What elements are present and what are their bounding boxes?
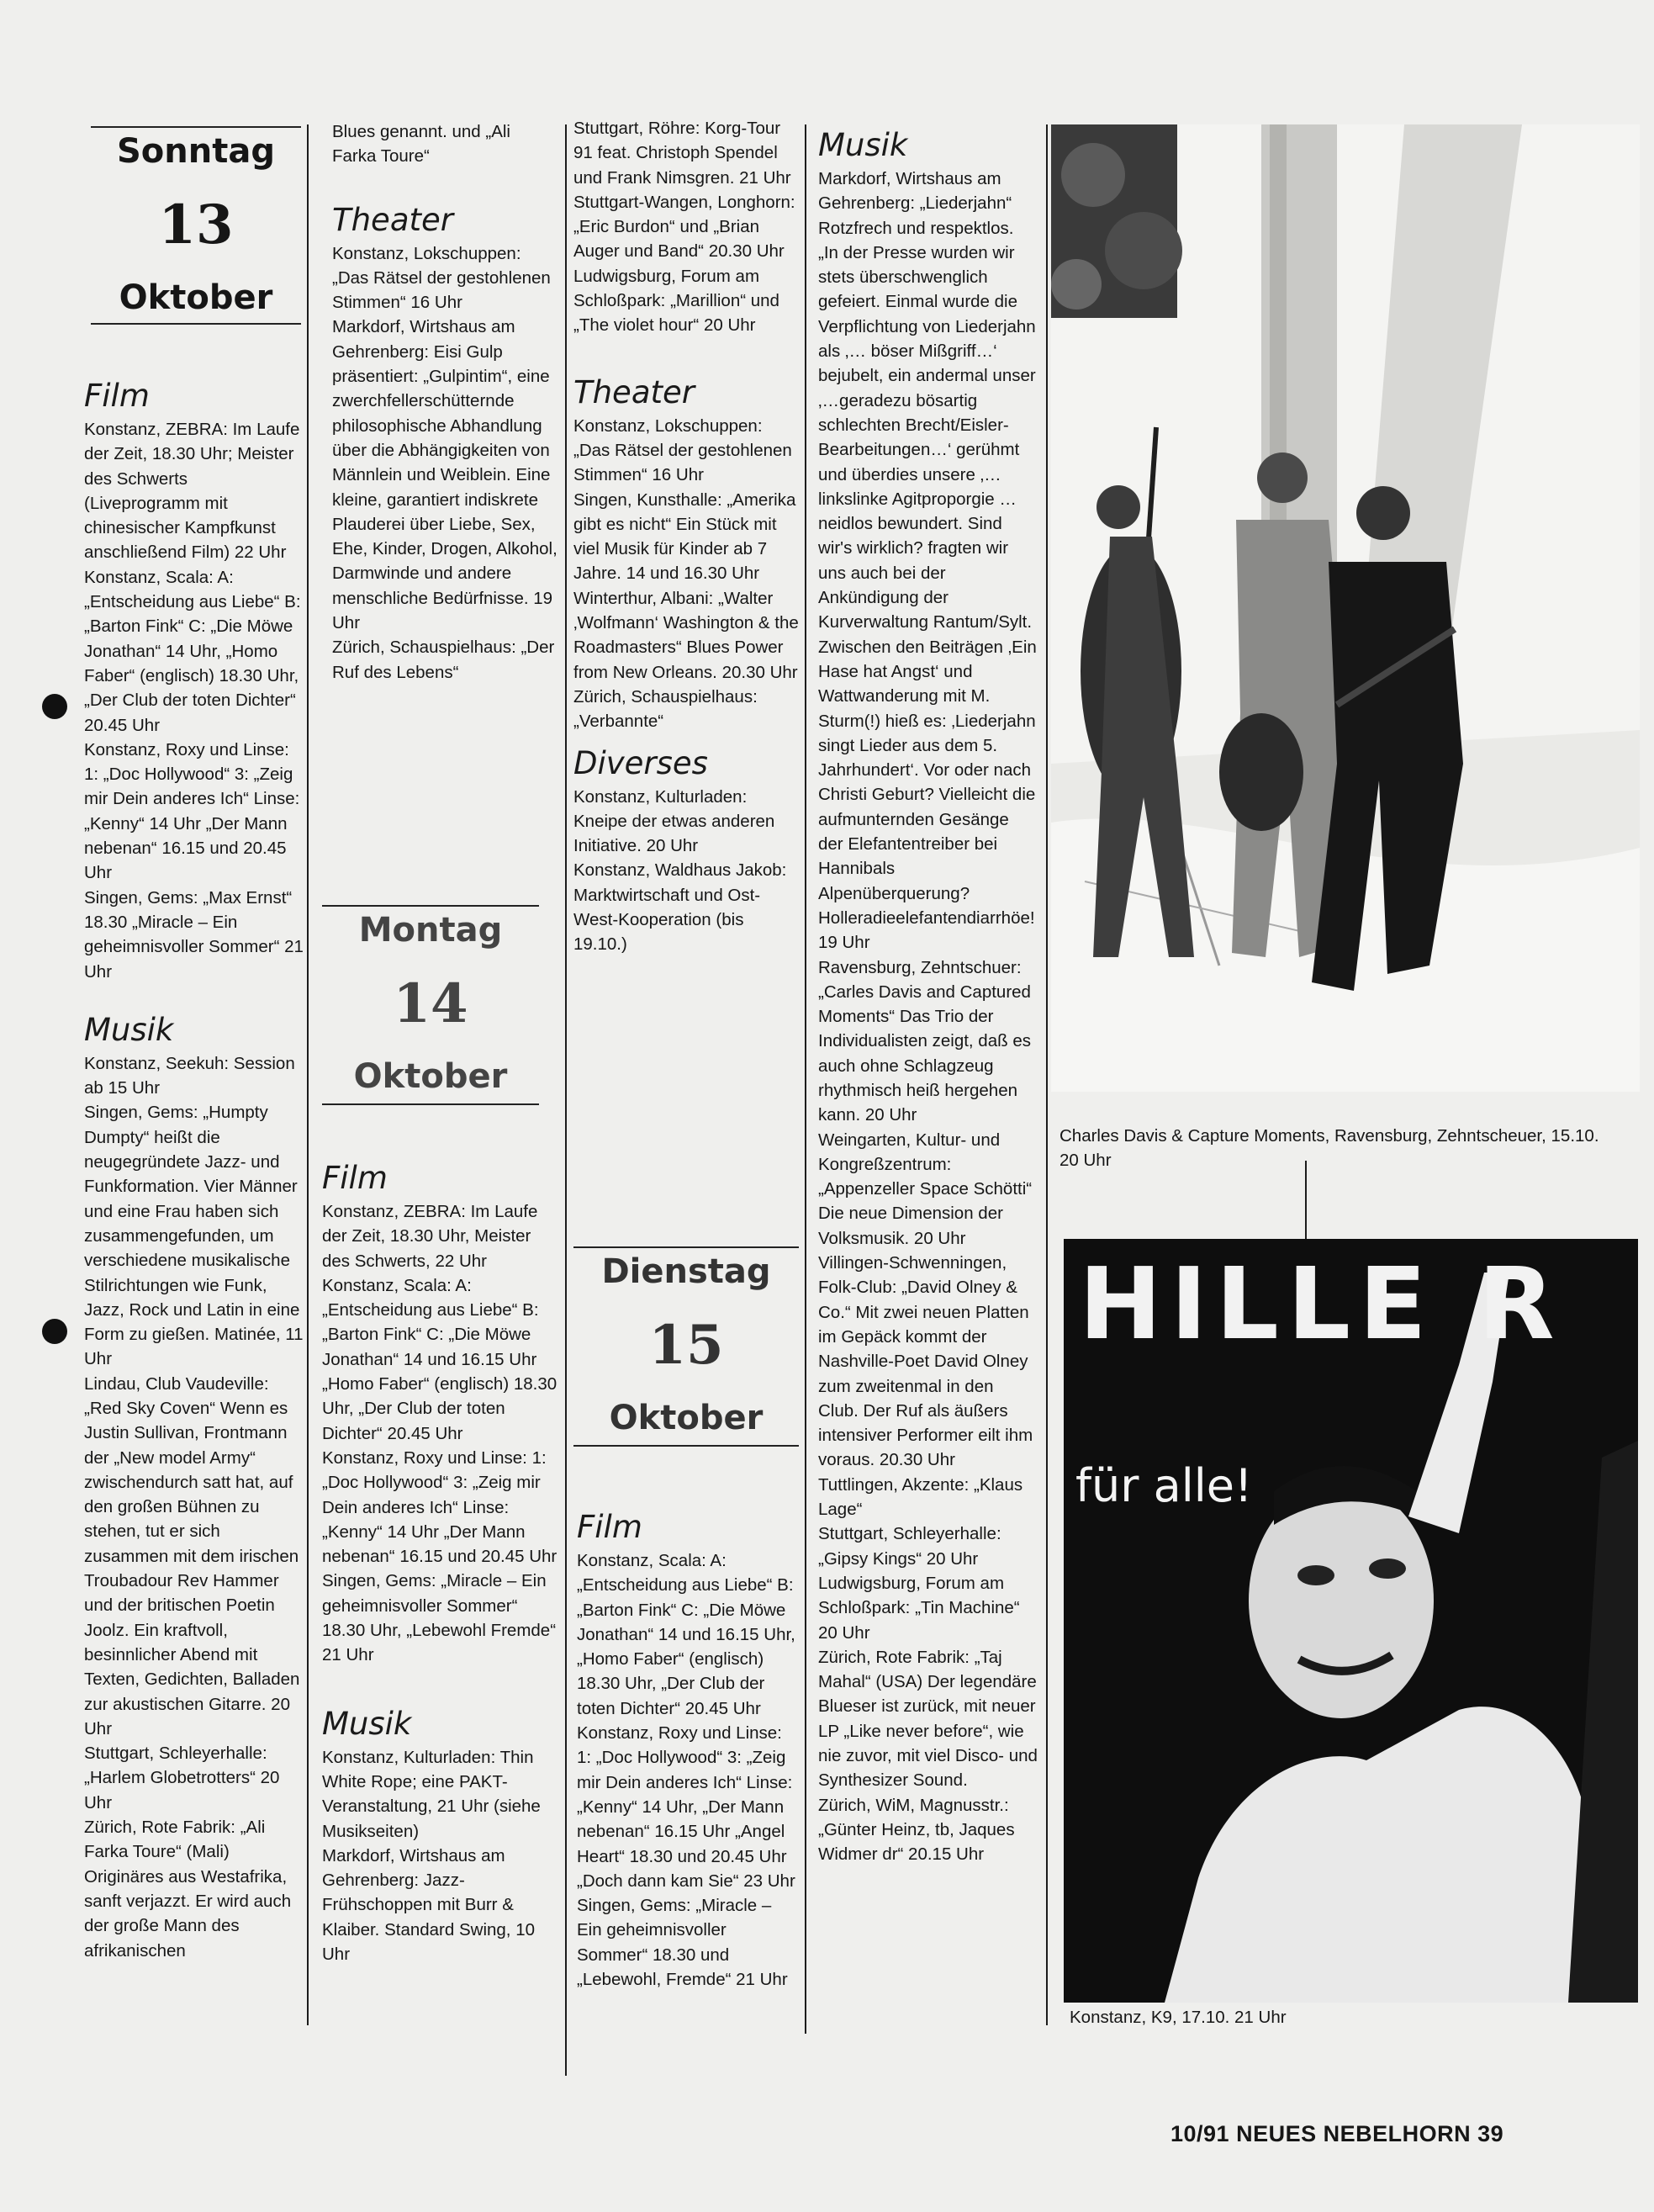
section-heading-theater: Theater — [332, 201, 453, 238]
listing-entry: Konstanz, ZEBRA: Im Laufe der Zeit, 18.30 Uhr; Meister des Schwerts (Liveprogramm mit chinesischer Kampfkunst anschließend Film) 22 Uhr — [84, 420, 300, 563]
day-rule-bottom — [322, 1103, 539, 1105]
day-rule-bottom — [91, 323, 301, 325]
day-number: 15 — [648, 1314, 724, 1377]
listing-entry: Stuttgart-Wangen, Longhorn: „Eric Burdon“ und „Brian Auger und Band“ 20.30 Uhr — [573, 192, 795, 262]
listing-entry: Zürich, Rote Fabrik: „Ali Farka Toure“ (Mali) Originäres aus Westafrika, sanft verjazzt. Er wird auch der große Mann des afrikanischen — [84, 1818, 292, 1961]
listing-entry: Konstanz, Seekuh: Session ab 15 Uhr — [84, 1053, 295, 1098]
listing-entry: Singen, Gems: „Miracle – Ein geheimnisvoller Sommer“ 18.30 Uhr, „Lebewohl Fremde“ 21 Uhr — [322, 1571, 557, 1665]
day-number: 14 — [393, 972, 468, 1035]
listing-entry: Markdorf, Wirtshaus am Gehrenberg: Jazz-Frühschoppen mit Burr & Klaiber. Standard Swing, 10 Uhr — [322, 1845, 535, 1965]
column-divider-3 — [805, 124, 806, 2034]
section-heading-musik: Musik — [322, 1705, 412, 1742]
section-heading-musik: Musik — [84, 1011, 174, 1048]
issue-number: 10/91 — [1170, 2121, 1230, 2146]
hiller-poster-caption: Konstanz, K9, 17.10. 21 Uhr — [1070, 2008, 1287, 2027]
section-heading-diverses: Diverses — [573, 744, 708, 781]
punch-hole-lower — [42, 1319, 67, 1344]
listing-entry: Konstanz, Roxy und Linse: 1: „Doc Hollywood“ 3: „Zeig mir Dein anderes Ich“ Linse: „Kenny“ 14 Uhr „Der Mann nebenan“ 16.15 und 20.45 Uhr — [322, 1447, 557, 1567]
section-heading-film: Film — [577, 1509, 642, 1545]
listing-entry: Konstanz, Scala: A: „Entscheidung aus Liebe“ B: „Barton Fink“ C: „Die Möwe Jonathan“ 14 Uhr, „Homo Faber“ (englisch) 18.30 Uhr, „Der Club der toten Dichter“ 20.45 Uhr — [84, 567, 301, 735]
continued-text: Blues genannt. und „Ali Farka Toure“ — [332, 122, 510, 167]
listing-entry: Konstanz, Lokschuppen: „Das Rätsel der gestohlenen Stimmen“ 16 Uhr — [332, 243, 551, 313]
day-header-monday — [322, 905, 539, 1105]
day-month: Oktober — [609, 1399, 764, 1437]
day-month: Oktober — [353, 1057, 508, 1096]
section-heading-theater: Theater — [573, 373, 695, 410]
day-name: Sonntag — [117, 132, 275, 171]
day-rule-bottom — [573, 1445, 799, 1447]
listing-entry: Markdorf, Wirtshaus am Gehrenberg: Eisi Gulp präsentiert: „Gulpintim“, eine zwerchfellerschütternde philosophische Abhandlung über die Abhängigkeiten von Männlein und Weiblein. Eine kleine, garantiert indiskrete Plauderei über Liebe, Sex, Ehe, Kinder, Drogen, Alkohol, Darmwinde und andere menschliche Bedürfnisse. 19 Uhr — [332, 317, 557, 633]
listing-entry: Konstanz, Roxy und Linse: 1: „Doc Hollywood“ 3: „Zeig mir Dein anderes Ich“ Linse: „Kenny“ 14 Uhr „Der Mann nebenan“ 16.15 und 20.45 Uhr — [84, 739, 300, 883]
day-month: Oktober — [119, 278, 273, 317]
day-header-sunday — [91, 126, 301, 325]
listing-entry: Ravensburg, Zehntschuer: „Carles Davis and Captured Moments“ Das Trio der Individualisten zeigt, daß es auch ohne Schlagzeug rhythmisch heiß hergehen kann. 20 Uhr — [818, 957, 1031, 1125]
listing-entry: Zürich, WiM, Magnusstr.: „Günter Heinz, tb, Jaques Widmer dr“ 20.15 Uhr — [818, 1795, 1015, 1865]
day-rule-top — [322, 905, 539, 907]
listing-entry: Lindau, Club Vaudeville: „Red Sky Coven“ Wenn es Justin Sullivan, Frontmann der „New model Army“ zwischendurch satt hat, auf den großen Bühnen zu stehen, tut er sich zusammen mit dem irischen Troubadour Rev Hammer und der britischen Poetin Joolz. Ein kraftvoll, besinnlicher Abend mit Texten, Gedichten, Balladen zur akustischen Gitarre. 20 Uhr — [84, 1373, 300, 1738]
column-4 — [818, 128, 1038, 1866]
caption-divider — [1305, 1161, 1307, 1245]
listing-entry: Weingarten, Kultur- und Kongreßzentrum: „Appenzeller Space Schötti“ Die neue Dimension der Volksmusik. 20 Uhr — [818, 1130, 1033, 1248]
page-number: 39 — [1477, 2121, 1504, 2146]
listing-entry: Konstanz, Roxy und Linse: 1: „Doc Hollywood“ 3: „Zeig mir Dein anderes Ich“ Linse: „Kenny“ 14 Uhr, „Der Mann nebenan“ 16.15 Uhr „Angel Heart“ 18.30 und 20.45 Uhr „Doch dann kam Sie“ 23 Uhr — [577, 1723, 795, 1891]
column-divider-1 — [307, 124, 309, 2025]
band-photo-image — [1051, 124, 1640, 1092]
listing-entry: Stuttgart, Schleyerhalle: „Gipsy Kings“ 20 Uhr — [818, 1524, 1001, 1569]
listing-entry: Stuttgart, Schleyerhalle: „Harlem Globetrotters“ 20 Uhr — [84, 1744, 280, 1812]
band-photo-caption: Charles Davis & Capture Moments, Ravensburg, Zehntscheuer, 15.10. 20 Uhr — [1060, 1126, 1599, 1170]
listing-entry: Konstanz, Scala: A: „Entscheidung aus Liebe“ B: „Barton Fink“ C: „Die Möwe Jonathan“ 14 und 16.15 Uhr „Homo Faber“ (englisch) 18.30 Uhr, „Der Club der toten Dichter“ 20.45 Uhr — [322, 1275, 557, 1443]
listing-entry: Konstanz, Scala: A: „Entscheidung aus Liebe“ B: „Barton Fink“ C: „Die Möwe Jonathan“ 14 und 16.15 Uhr, „Homo Faber“ (englisch) 18.30 Uhr, „Der Club der toten Dichter“ 20.45 Uhr — [577, 1551, 795, 1718]
section-heading-musik: Musik — [818, 127, 908, 163]
listing-entry: Konstanz, Kulturladen: Kneipe der etwas anderen Initiative. 20 Uhr — [573, 786, 775, 856]
listing-entry: Winterthur, Albani: „Walter ‚Wolfmann‘ Washington & the Roadmasters“ Blues Power from New Orleans. 20.30 Uhr — [573, 588, 799, 682]
column-2 — [332, 119, 559, 685]
punch-hole-upper — [42, 694, 67, 719]
listing-entry: Zürich, Schauspielhaus: „Der Ruf des Lebens“ — [332, 638, 555, 682]
hiller-title: HILLE R — [1079, 1246, 1563, 1362]
listing-entry: Singen, Gems: „Max Ernst“ 18.30 „Miracle – Ein geheimnisvoller Sommer“ 21 Uhr — [84, 887, 304, 982]
day-header-tuesday — [573, 1246, 799, 1447]
day-number: 13 — [158, 193, 234, 257]
listing-entry: Zürich, Rote Fabrik: „Taj Mahal“ (USA) Der legendäre Blueser ist zurück, mit neuer LP „Like never before“, wie nie zuvor, mit viel Disco- und Synthesizer Sound. — [818, 1647, 1038, 1791]
listing-entry: Ludwigsburg, Forum am Schloßpark: „Marillion“ und „The violet hour“ 20 Uhr — [573, 266, 779, 336]
day-rule-top — [573, 1246, 799, 1248]
listing-entry: Singen, Kunsthalle: „Amerika gibt es nicht“ Ein Stück mit viel Musik für Kinder ab 7 Jahre. 14 und 16.30 Uhr — [573, 489, 796, 584]
listing-entry: Konstanz, Waldhaus Jakob: Marktwirtschaft und Ost-West-Kooperation (bis 19.10.) — [573, 860, 787, 955]
day-name: Montag — [358, 911, 503, 950]
listing-entry: Konstanz, Kulturladen: Thin White Rope; eine PAKT-Veranstaltung, 21 Uhr (siehe Musikseiten) — [322, 1747, 541, 1841]
listing-entry: Tuttlingen, Akzente: „Klaus Lage“ — [818, 1474, 1023, 1520]
day-rule-top — [91, 126, 301, 128]
band-photo — [1051, 124, 1640, 1092]
page-footer — [1170, 2121, 1503, 2147]
column-3 — [573, 116, 799, 957]
hiller-poster — [1064, 1239, 1638, 2003]
listing-entry: Singen, Gems: „Humpty Dumpty“ heißt die neugegründete Jazz- und Funkformation. Vier Männer und eine Frau haben sich zusammengefunden, um verschiedene musikalische Stilrichtungen wie Funk, Jazz, Rock und Latin in eine Form zu gießen. Matinée, 11 Uhr — [84, 1103, 304, 1369]
column-divider-4 — [1046, 124, 1048, 2025]
listing-entry: Zürich, Schauspielhaus: „Verbannte“ — [573, 686, 758, 732]
section-heading-film: Film — [322, 1160, 388, 1196]
magazine-name: NEUES NEBELHORN — [1236, 2121, 1472, 2146]
column-3-lower — [577, 1510, 799, 1992]
column-1 — [84, 378, 304, 1963]
column-2-lower — [322, 1161, 557, 1966]
column-divider-2 — [565, 124, 567, 2076]
listing-entry: Stuttgart, Röhre: Korg-Tour 91 feat. Christoph Spendel und Frank Nimsgren. 21 Uhr — [573, 119, 791, 188]
hiller-subtitle: für alle! — [1075, 1459, 1253, 1512]
listing-entry: Konstanz, Lokschuppen: „Das Rätsel der gestohlenen Stimmen“ 16 Uhr — [573, 415, 792, 485]
day-name: Dienstag — [601, 1252, 771, 1291]
listing-entry: Konstanz, ZEBRA: Im Laufe der Zeit, 18.30 Uhr, Meister des Schwerts, 22 Uhr — [322, 1202, 538, 1271]
listing-entry: Villingen-Schwenningen, Folk-Club: „David Olney & Co.“ Mit zwei neuen Platten im Gepäck kommt der Nashville-Poet David Olney zum zweitenmal in den Club. Der Ruf als äußers intensiver Performer eilt ihm voraus. 20.30 Uhr — [818, 1253, 1033, 1470]
section-heading-film: Film — [84, 378, 150, 414]
listing-entry: Singen, Gems: „Miracle – Ein geheimnisvoller Sommer“ 18.30 und „Lebewohl, Fremde“ 21 Uhr — [577, 1896, 788, 1990]
listing-entry: Ludwigsburg, Forum am Schloßpark: „Tin Machine“ 20 Uhr — [818, 1573, 1020, 1643]
listing-entry: Markdorf, Wirtshaus am Gehrenberg: „Liederjahn“ Rotzfrech und respektlos. „In der Presse wurden wir stets überschwenglich gefeiert. Einmal wurde die Verpflichtung von Liederjahn als ‚… böser Mißgriff…‘ bejubelt, ein andermal unser ‚…geradezu bösartig schlechten Brecht/Eisler-Bearbeitungen…‘ gerühmt und überdies unsere ‚…linkslinke Agitproporgie … neidlos bewundert. Sind wir's wirklich? fragten wir uns auch bei der Ankündigung der Kurverwaltung Rantum/Sylt. Zwischen den Beiträgen ‚Ein Hase hat Angst‘ und Wattwanderung mit M. Sturm(!) hieß es: ‚Liederjahn singt Lieder aus dem 5. Jahrhundert‘. Vor oder nach Christi Geburt? Vielleicht die aufmunternden Gesänge der Elefantentreiber bei Hannibals Alpenüberquerung? Holleradieelefantendiarrhöe! 19 Uhr — [818, 169, 1037, 953]
